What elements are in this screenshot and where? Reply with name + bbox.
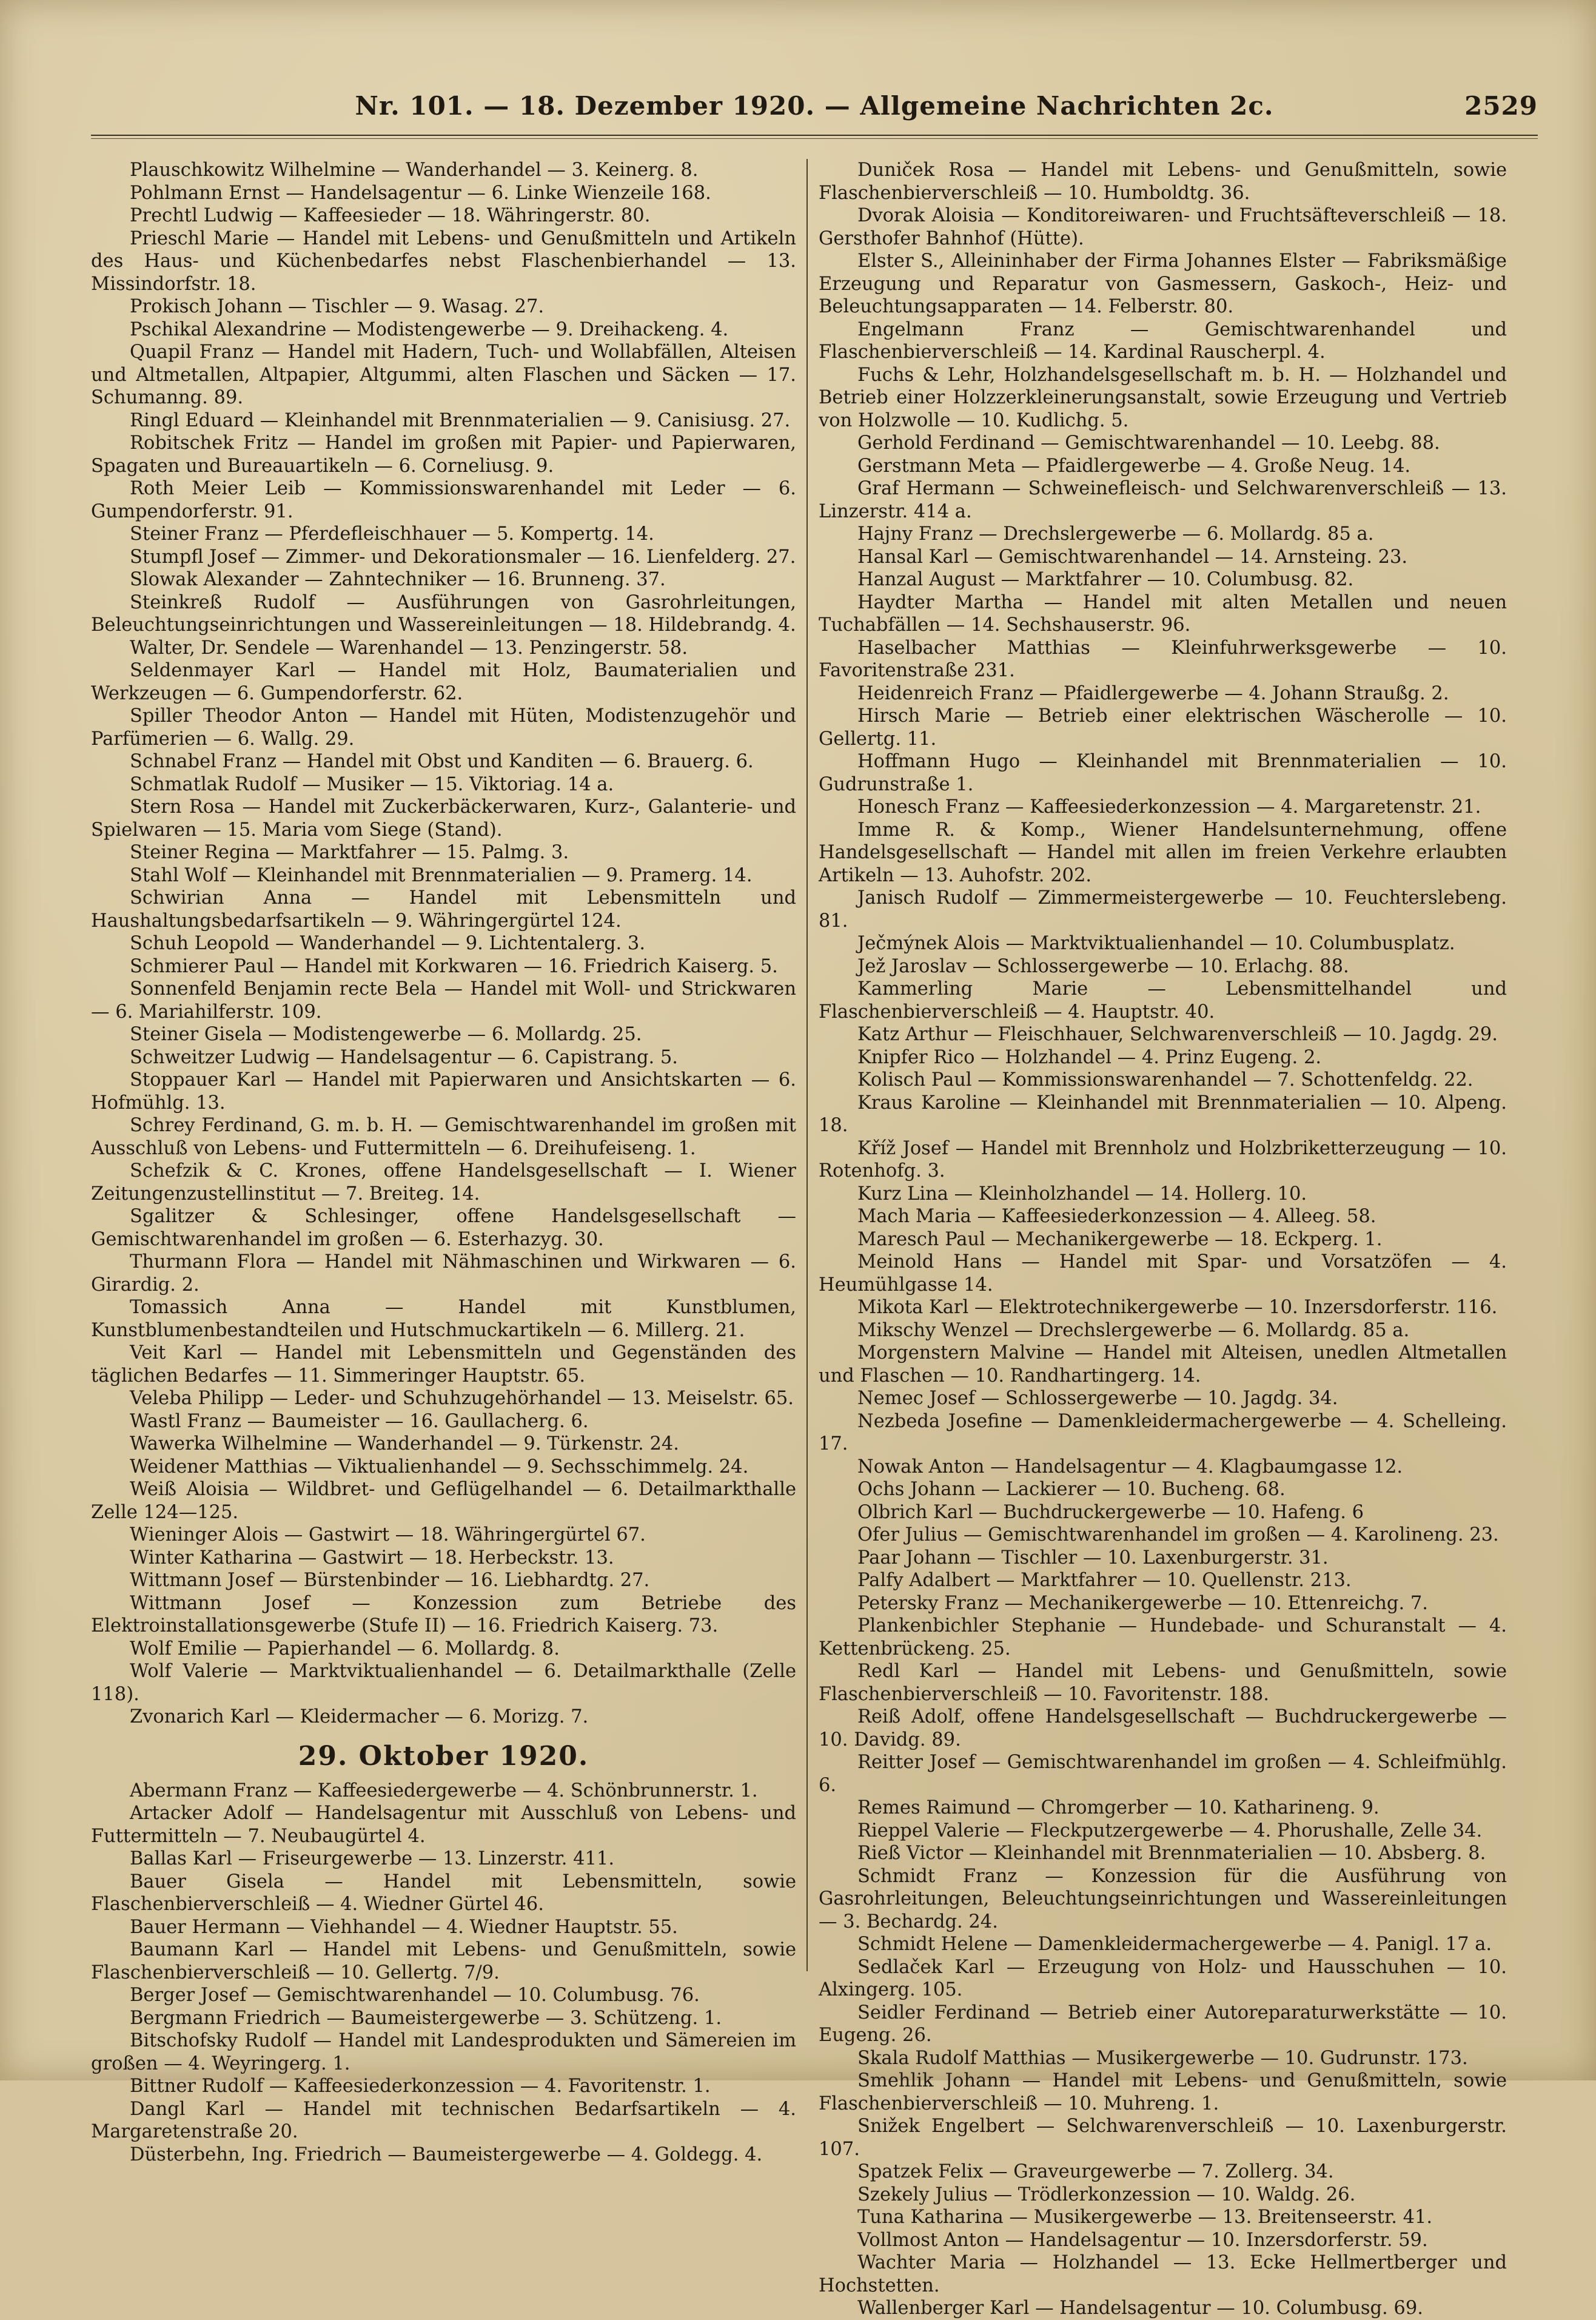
list-item: Düsterbehn, Ing. Friedrich — Baumeistergewerbe — 4. Goldegg. 4. (130, 2143, 763, 2165)
list-item: Nowak Anton — Handelsagentur — 4. Klagbaumgasse 12. (857, 1456, 1403, 1478)
left-entries (91, 159, 796, 1729)
list-item: Szekely Julius — Trödlerkonzession — 10. Waldg. 26. (857, 2184, 1356, 2205)
list-item: Stumpfl Josef — Zimmer- und Dekorationsmaler — 16. Lienfelderg. 27. (130, 546, 796, 568)
section-title: 29. Oktober 1920. (298, 1740, 589, 1772)
list-item: Honesch Franz — Kaffeesiederkonzession — 4. Margaretenstr. 21. (857, 796, 1481, 818)
list-item: Ballas Karl — Friseurgewerbe — 13. Linzerstr. 411. (130, 1848, 615, 1869)
list-item: Seidler Ferdinand — Betrieb einer Autoreparaturwerkstätte — 10. Eugeng. 26. (819, 2002, 1507, 2046)
list-item: Paar Johann — Tischler — 10. Laxenburgerstr. 31. (857, 1547, 1329, 1569)
list-item: Kříž Josef — Handel mit Brennholz und Holzbriketterzeugung — 10. Rotenhofg. 3. (819, 1137, 1507, 1182)
list-item: Redl Karl — Handel mit Lebens- und Genußmitteln, sowie Flaschenbierverschleiß — 10. Favoritenstr. 188. (819, 1661, 1507, 1705)
list-item: Spatzek Felix — Graveurgewerbe — 7. Zollerg. 34. (857, 2161, 1334, 2182)
page-header (91, 91, 1538, 127)
list-item: Prokisch Johann — Tischler — 9. Wasag. 27. (130, 296, 545, 317)
list-item: Robitschek Fritz — Handel im großen mit Papier- und Papierwaren, Spagaten und Bureauartikeln — 6. Corneliusg. 9. (91, 432, 796, 477)
list-item: Remes Raimund — Chromgerber — 10. Katharineng. 9. (857, 1797, 1380, 1818)
list-item: Gerstmann Meta — Pfaidlergewerbe — 4. Große Neug. 14. (857, 455, 1411, 477)
list-item: Reitter Josef — Gemischtwarenhandel im großen — 4. Schleifmühlg. 6. (819, 1752, 1507, 1796)
list-item: Abermann Franz — Kaffeesiedergewerbe — 4. Schönbrunnerstr. 1. (130, 1780, 758, 1801)
list-item: Meinold Hans — Handel mit Spar- und Vorsatzöfen — 4. Heumühlgasse 14. (819, 1251, 1507, 1296)
list-item: Tomassich Anna — Handel mit Kunstblumen, Kunstblumenbestandteilen und Hutschmuckartikeln — 6. Millerg. 21. (91, 1297, 796, 1341)
list-item: Knipfer Rico — Holzhandel — 4. Prinz Eugeng. 2. (857, 1046, 1322, 1068)
list-item: Nezbeda Josefine — Damenkleidermachergewerbe — 4. Schelleing. 17. (819, 1410, 1507, 1454)
list-item: Bauer Hermann — Viehhandel — 4. Wiedner Hauptstr. 55. (130, 1916, 678, 1938)
list-item: Kolisch Paul — Kommissionswarenhandel — 7. Schottenfeldg. 22. (857, 1069, 1474, 1091)
list-item: Mikota Karl — Elektrotechnikergewerbe — 10. Inzersdorferstr. 116. (857, 1297, 1498, 1318)
list-item: Hirsch Marie — Betrieb einer elektrischen Wäscherolle — 10. Gellertg. 11. (819, 705, 1507, 750)
list-item: Wieninger Alois — Gastwirt — 18. Währingergürtel 67. (130, 1524, 646, 1545)
list-item: Bauer Gisela — Handel mit Lebensmitteln, sowie Flaschenbierverschleiß — 4. Wiedner Gürtel 46. (91, 1871, 796, 1915)
list-item: Plauschkowitz Wilhelmine — Wanderhandel — 3. Keinerg. 8. (130, 160, 699, 181)
list-item: Ofer Julius — Gemischtwarenhandel im großen — 4. Karolineng. 23. (857, 1524, 1499, 1545)
list-item: Haydter Martha — Handel mit alten Metallen und neuen Tuchabfällen — 14. Sechshauserstr. 96. (819, 591, 1507, 636)
list-item: Prieschl Marie — Handel mit Lebens- und Genußmitteln und Artikeln des Haus- und Küchenbedarfes nebst Flaschenbierhandel — 13. Missindorfstr. 18. (91, 227, 796, 295)
list-item: Skala Rudolf Matthias — Musikergewerbe — 10. Gudrunstr. 173. (857, 2047, 1468, 2069)
list-item: Hansal Karl — Gemischtwarenhandel — 14. Arnsteing. 23. (857, 546, 1408, 568)
list-item: Imme R. & Komp., Wiener Handelsunternehmung, offene Handelsgesellschaft — Handel mit allen im freien Verkehre erlaubten Artikeln — 13. Auhofstr. 202. (819, 819, 1507, 886)
list-item: Schmierer Paul — Handel mit Korkwaren — 16. Friedrich Kaiserg. 5. (130, 955, 778, 977)
page-number: 2529 (1464, 91, 1538, 121)
list-item: Maresch Paul — Mechanikergewerbe — 18. Eckperg. 1. (857, 1228, 1383, 1250)
list-item: Sedlaček Karl — Erzeugung von Holz- und Hausschuhen — 10. Alxingerg. 105. (819, 1956, 1507, 2000)
list-item: Prechtl Ludwig — Kaffeesieder — 18. Währingerstr. 80. (130, 205, 651, 226)
list-item: Mikschy Wenzel — Drechslergewerbe — 6. Mollardg. 85 a. (857, 1319, 1410, 1341)
list-item: Wallenberger Karl — Handelsagentur — 10. Columbusg. 69. (857, 2298, 1423, 2319)
list-item: Smehlik Johann — Handel mit Lebens- und Genußmitteln, sowie Flaschenbierverschleiß — 10. Muhreng. 1. (819, 2070, 1507, 2114)
list-item: Stern Rosa — Handel mit Zuckerbäckerwaren, Kurz-, Galanterie- und Spielwaren — 15. Maria vom Siege (Stand). (91, 796, 796, 841)
list-item: Stoppauer Karl — Handel mit Papierwaren und Ansichtskarten — 6. Hofmühlg. 13. (91, 1069, 796, 1114)
list-item: Heidenreich Franz — Pfaidlergewerbe — 4. Johann Straußg. 2. (857, 682, 1449, 704)
list-item: Schmidt Franz — Konzession für die Ausführung von Gasrohrleitungen, Beleuchtungseinrichtungen und Wassereinleitungen — 3. Bechardg. 24. (819, 1865, 1507, 1932)
list-item: Quapil Franz — Handel mit Hadern, Tuch- und Wollabfällen, Alteisen und Altmetallen, Altpapier, Altgummi, alten Flaschen und Säcken — 17. Schumanng. 89. (91, 341, 796, 408)
list-item: Duniček Rosa — Handel mit Lebens- und Genußmitteln, sowie Flaschenbierverschleiß — 10. Humboldtg. 36. (819, 160, 1507, 204)
list-item: Dvorak Aloisia — Konditoreiwaren- und Fruchtsäfteverschleiß — 18. Gersthofer Bahnhof (Hütte). (819, 205, 1507, 249)
right-entries (819, 159, 1507, 2320)
list-item: Rieppel Valerie — Fleckputzergewerbe — 4. Phorushalle, Zelle 34. (857, 1820, 1483, 1841)
list-item: Sonnenfeld Benjamin recte Bela — Handel mit Woll- und Strickwaren — 6. Mariahilferstr. 109. (91, 978, 796, 1023)
list-item: Bitschofsky Rudolf — Handel mit Landesprodukten und Sämereien im großen — 4. Weyringerg. 1. (91, 2030, 796, 2074)
list-item: Snižek Engelbert — Selchwarenverschleiß — 10. Laxenburgerstr. 107. (819, 2116, 1507, 2160)
list-item: Veit Karl — Handel mit Lebensmitteln und Gegenständen des täglichen Bedarfes — 11. Simmeringer Hauptstr. 65. (91, 1342, 796, 1387)
list-item: Steinkreß Rudolf — Ausführungen von Gasrohrleitungen, Beleuchtungseinrichtungen und Wassereinleitungen — 18. Hildebrandg. 4. (91, 591, 796, 636)
list-item: Slowak Alexander — Zahntechniker — 16. Brunneng. 37. (130, 569, 666, 590)
list-item: Morgenstern Malvine — Handel mit Alteisen, unedlen Altmetallen und Flaschen — 10. Randhartingerg. 14. (819, 1342, 1507, 1387)
list-item: Dangl Karl — Handel mit technischen Bedarfsartikeln — 4. Margaretenstraße 20. (91, 2098, 796, 2142)
list-item: Pohlmann Ernst — Handelsagentur — 6. Linke Wienzeile 168. (130, 182, 711, 204)
list-item: Roth Meier Leib — Kommissionswarenhandel mit Leder — 6. Gumpendorferstr. 91. (91, 478, 796, 522)
list-item: Engelmann Franz — Gemischtwarenhandel und Flaschenbierverschleiß — 14. Kardinal Rauscherpl. 4. (819, 318, 1507, 363)
list-item: Wastl Franz — Baumeister — 16. Gaullacherg. 6. (130, 1410, 589, 1432)
header-title: Nr. 101. — 18. Dezember 1920. — Allgemeine Nachrichten 2c. (355, 91, 1274, 121)
list-item: Ringl Eduard — Kleinhandel mit Brennmaterialien — 9. Canisiusg. 27. (130, 409, 791, 431)
right-column (819, 159, 1507, 2319)
list-item: Bergmann Friedrich — Baumeistergewerbe — 3. Schützeng. 1. (130, 2007, 722, 2029)
header-rule (91, 135, 1538, 136)
list-item: Schwirian Anna — Handel mit Lebensmitteln und Haushaltungsbedarfsartikeln — 9. Währingergürtel 124. (91, 887, 796, 932)
list-item: Katz Arthur — Fleischhauer, Selchwarenverschleiß — 10. Jagdg. 29. (857, 1024, 1498, 1045)
list-item: Palfy Adalbert — Marktfahrer — 10. Quellenstr. 213. (857, 1570, 1352, 1591)
list-item: Wittmann Josef — Bürstenbinder — 16. Liebhardtg. 27. (130, 1570, 650, 1591)
list-item: Wolf Emilie — Papierhandel — 6. Mollardg. 8. (130, 1638, 560, 1659)
list-item: Schuh Leopold — Wanderhandel — 9. Lichtentalerg. 3. (130, 933, 646, 954)
list-item: Plankenbichler Stephanie — Hundebade- und Schuranstalt — 4. Kettenbrückeng. 25. (819, 1615, 1507, 1659)
column-divider (806, 159, 808, 1971)
list-item: Olbrich Karl — Buchdruckergewerbe — 10. Hafeng. 6 (857, 1501, 1364, 1523)
list-item: Seldenmayer Karl — Handel mit Holz, Baumaterialien und Werkzeugen — 6. Gumpendorferstr. 62. (91, 660, 796, 704)
list-item: Ječmýnek Alois — Marktviktualienhandel — 10. Columbusplatz. (857, 933, 1455, 954)
list-item: Kurz Lina — Kleinholzhandel — 14. Hollerg. 10. (857, 1183, 1307, 1205)
list-item: Thurmann Flora — Handel mit Nähmaschinen und Wirkwaren — 6. Girardig. 2. (91, 1251, 796, 1296)
list-item: Veleba Philipp — Leder- und Schuhzugehörhandel — 13. Meiselstr. 65. (130, 1388, 794, 1409)
list-item: Kammerling Marie — Lebensmittelhandel und Flaschenbierverschleiß — 4. Hauptstr. 40. (819, 978, 1507, 1023)
list-item: Baumann Karl — Handel mit Lebens- und Genußmitteln, sowie Flaschenbierverschleiß — 10. Gellertg. 7/9. (91, 1939, 796, 1983)
list-item: Reiß Adolf, offene Handelsgesellschaft — Buchdruckergewerbe — 10. Davidg. 89. (819, 1706, 1507, 1750)
list-item: Bittner Rudolf — Kaffeesiederkonzession — 4. Favoritenstr. 1. (130, 2076, 711, 2097)
list-item: Berger Josef — Gemischtwarenhandel — 10. Columbusg. 76. (130, 1985, 700, 2006)
list-item: Schmatlak Rudolf — Musiker — 15. Viktoriag. 14 a. (130, 773, 614, 795)
left-column (91, 159, 796, 2165)
list-item: Pschikal Alexandrine — Modistengewerbe — 9. Dreihackeng. 4. (130, 318, 729, 340)
list-item: Artacker Adolf — Handelsagentur mit Ausschluß von Lebens- und Futtermitteln — 7. Neubaugürtel 4. (91, 1803, 796, 1847)
list-item: Schweitzer Ludwig — Handelsagentur — 6. Capistrang. 5. (130, 1046, 678, 1068)
list-item: Steiner Regina — Marktfahrer — 15. Palmg. 3. (130, 842, 569, 863)
list-item: Weidener Matthias — Viktualienhandel — 9. Sechsschimmelg. 24. (130, 1456, 749, 1478)
list-item: Mach Maria — Kaffeesiederkonzession — 4. Alleeg. 58. (857, 1206, 1376, 1227)
list-item: Steiner Franz — Pferdefleischhauer — 5. Kompertg. 14. (130, 523, 654, 545)
list-item: Vollmost Anton — Handelsagentur — 10. Inzersdorferstr. 59. (857, 2229, 1428, 2251)
list-item: Schnabel Franz — Handel mit Obst und Kanditen — 6. Brauerg. 6. (130, 751, 754, 772)
list-item: Stahl Wolf — Kleinhandel mit Brennmaterialien — 9. Pramerg. 14. (130, 864, 753, 886)
list-item: Hajny Franz — Drechslergewerbe — 6. Mollardg. 85 a. (857, 523, 1374, 545)
list-item: Haselbacher Matthias — Kleinfuhrwerksgewerbe — 10. Favoritenstraße 231. (819, 637, 1507, 681)
list-item: Wachter Maria — Holzhandel — 13. Ecke Hellmertberger und Hochstetten. (819, 2252, 1507, 2296)
list-item: Ochs Johann — Lackierer — 10. Bucheng. 68. (857, 1479, 1286, 1500)
left-entries-section (91, 1780, 796, 2167)
list-item: Wittmann Josef — Konzession zum Betriebe des Elektroinstallationsgewerbe (Stufe II) — 16. Friedrich Kaiserg. 73. (91, 1592, 796, 1636)
list-item: Wolf Valerie — Marktviktualienhandel — 6. Detailmarkthalle (Zelle 118). (91, 1661, 796, 1705)
list-item: Schrey Ferdinand, G. m. b. H. — Gemischtwarenhandel im großen mit Ausschluß von Lebens- und Futtermitteln — 6. Dreihufeiseng. 1. (91, 1115, 796, 1159)
list-item: Spiller Theodor Anton — Handel mit Hüten, Modistenzugehör und Parfümerien — 6. Wallg. 29. (91, 705, 796, 750)
header-rule-thin (91, 138, 1538, 139)
list-item: Wawerka Wilhelmine — Wanderhandel — 9. Türkenstr. 24. (130, 1433, 679, 1454)
list-item: Rieß Victor — Kleinhandel mit Brennmaterialien — 10. Absberg. 8. (857, 1843, 1486, 1864)
list-item: Hoffmann Hugo — Kleinhandel mit Brennmaterialien — 10. Gudrunstraße 1. (819, 751, 1507, 795)
list-item: Schmidt Helene — Damenkleidermachergewerbe — 4. Panigl. 17 a. (857, 1934, 1492, 1955)
list-item: Hanzal August — Marktfahrer — 10. Columbusg. 82. (857, 569, 1354, 590)
list-item: Zvonarich Karl — Kleidermacher — 6. Morizg. 7. (130, 1706, 589, 1727)
list-item: Janisch Rudolf — Zimmermeistergewerbe — 10. Feuchterslebeng. 81. (819, 887, 1507, 932)
list-item: Steiner Gisela — Modistengewerbe — 6. Mollardg. 25. (130, 1024, 642, 1045)
list-item: Winter Katharina — Gastwirt — 18. Herbeckstr. 13. (130, 1547, 614, 1569)
list-item: Sgalitzer & Schlesinger, offene Handelsgesellschaft — Gemischtwarenhandel im großen — 6. Esterhazyg. 30. (91, 1206, 796, 1250)
list-item: Graf Hermann — Schweinefleisch- und Selchwarenverschleiß — 13. Linzerstr. 414 a. (819, 478, 1507, 522)
list-item: Nemec Josef — Schlossergewerbe — 10. Jagdg. 34. (857, 1388, 1338, 1409)
list-item: Fuchs & Lehr, Holzhandelsgesellschaft m. b. H. — Holzhandel und Betrieb einer Holzzerkleinerungsanstalt, sowie Erzeugung und Vertrieb von Holzwolle — 10. Kudlichg. 5. (819, 364, 1507, 431)
list-item: Jež Jaroslav — Schlossergewerbe — 10. Erlachg. 88. (857, 955, 1349, 977)
list-item: Schefzik & C. Krones, offene Handelsgesellschaft — I. Wiener Zeitungenzustellinstitut — 7. Breiteg. 14. (91, 1160, 796, 1205)
list-item: Weiß Aloisia — Wildbret- und Geflügelhandel — 6. Detailmarkthalle Zelle 124—125. (91, 1479, 796, 1523)
list-item: Tuna Katharina — Musikergewerbe — 13. Breitenseerstr. 41. (857, 2207, 1433, 2228)
list-item: Elster S., Alleininhaber der Firma Johannes Elster — Fabriksmäßige Erzeugung und Reparatur von Gasmessern, Gaskoch-, Heiz- und Beleuchtungsapparaten — 14. Felberstr. 80. (819, 250, 1507, 317)
list-item: Walter, Dr. Sendele — Warenhandel — 13. Penzingerstr. 58. (130, 637, 688, 659)
list-item: Kraus Karoline — Kleinhandel mit Brennmaterialien — 10. Alpeng. 18. (819, 1092, 1507, 1136)
list-item: Petersky Franz — Mechanikergewerbe — 10. Ettenreichg. 7. (857, 1592, 1428, 1614)
list-item: Gerhold Ferdinand — Gemischtwarenhandel — 10. Leebg. 88. (857, 432, 1440, 454)
